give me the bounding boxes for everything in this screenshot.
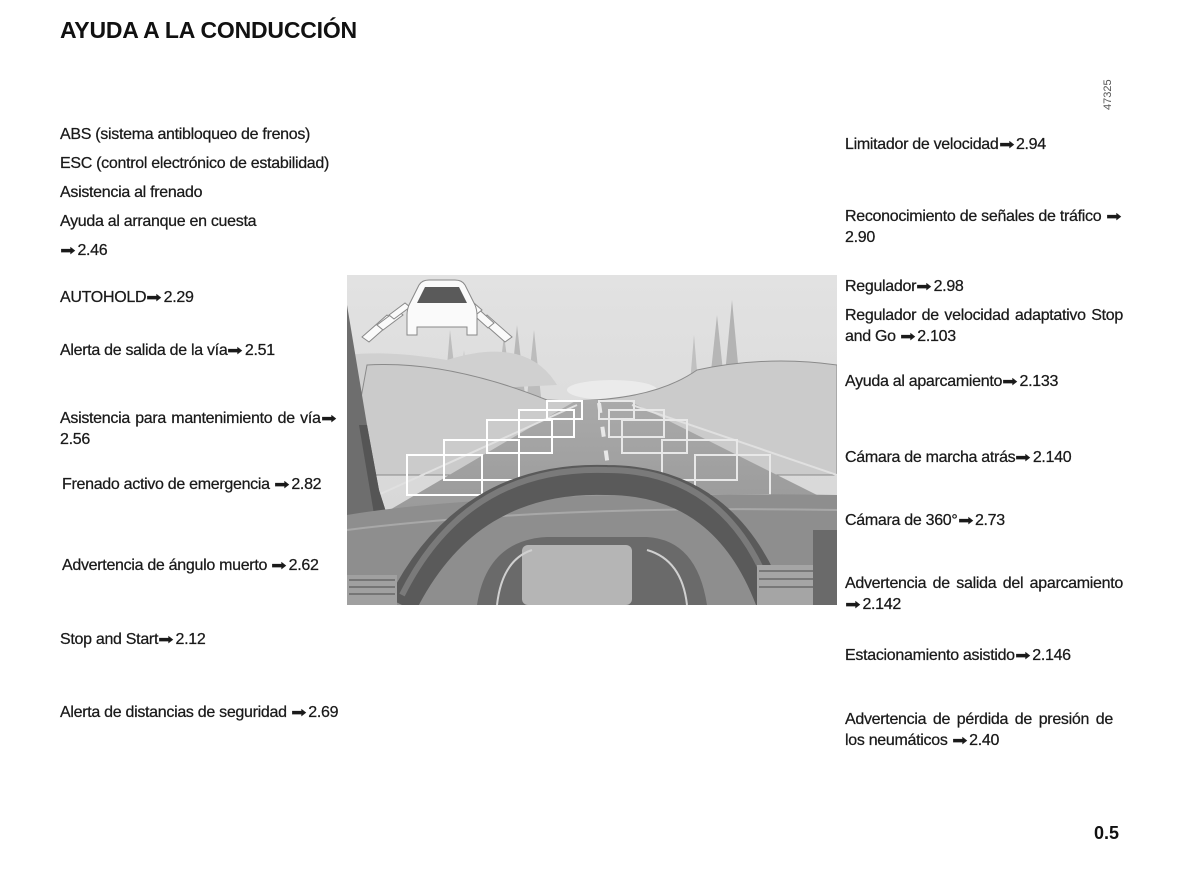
arrow-right-icon: ➡ [1105,208,1121,224]
arrow-right-icon: ➡ [227,342,243,358]
arrow-right-icon: ➡ [1015,647,1030,663]
arrow-right-icon: ➡ [916,278,932,294]
page-ref: 2.12 [175,631,206,648]
page-ref: 2.140 [1032,449,1072,466]
index-entry-parking-exit-warning[interactable]: Advertencia de salida del aparcamiento ➡ 2.142 [845,575,1123,613]
index-entry-autohold[interactable]: AUTOHOLD➡ 2.29 [60,289,194,306]
page-ref: 2.90 [845,229,875,246]
arrow-right-icon: ➡ [1002,373,1018,389]
page-ref: 2.46 [77,242,108,259]
index-entry-cruise-control[interactable]: Regulador➡ 2.98 [845,278,964,295]
page-title: AYUDA A LA CONDUCCIÓN [60,17,357,43]
index-entry-speed-limiter[interactable]: Limitador de velocidad➡ 2.94 [845,136,1046,153]
arrow-right-icon: ➡ [60,242,76,258]
arrow-right-icon: ➡ [951,732,967,748]
page-ref: 2.98 [933,278,964,295]
reference-code: 47325 [1102,79,1114,110]
page-ref: 2.142 [862,596,901,613]
index-entry-lane-departure[interactable]: Alerta de salida de la vía➡ 2.51 [60,342,275,359]
index-entry-blind-spot[interactable]: Advertencia de ángulo muerto ➡ 2.62 [62,557,319,574]
index-entry-assisted-parking[interactable]: Estacionamiento asistido➡ 2.146 [845,647,1071,664]
arrow-right-icon: ➡ [1015,449,1031,465]
arrow-right-icon: ➡ [320,410,336,426]
page-ref: 2.69 [308,704,339,721]
arrow-right-icon: ➡ [274,476,290,492]
page-ref: 2.40 [969,732,1000,749]
driving-assistance-illustration [347,275,837,605]
index-entry-esc[interactable]: ESC (control electrónico de estabilidad) [60,155,330,172]
page-ref: 2.94 [1015,136,1046,153]
page-ref: 2.146 [1032,647,1071,664]
page-ref: 2.133 [1019,373,1059,390]
index-entry-360-camera[interactable]: Cámara de 360°➡ 2.73 [845,512,1005,529]
arrow-right-icon: ➡ [957,512,973,528]
page-ref: 2.62 [288,557,319,574]
index-entry-brake-assist[interactable]: Asistencia al frenado [60,184,203,201]
index-entry-rear-camera[interactable]: Cámara de marcha atrás➡ 2.140 [845,449,1072,466]
index-entry-emergency-braking[interactable]: Frenado activo de emergencia ➡ 2.82 [62,476,322,493]
index-entry-stop-start[interactable]: Stop and Start➡ 2.12 [60,631,206,648]
page-number: 0.5 [1094,823,1120,843]
index-entry-traffic-sign-recognition[interactable]: Reconocimiento de señales de tráfico ➡2.90 [845,208,1121,246]
arrow-right-icon: ➡ [900,328,915,344]
arrow-right-icon: ➡ [845,596,861,612]
arrow-right-icon: ➡ [271,557,287,573]
index-entry-lane-keeping[interactable]: Asistencia para mantenimiento de vía➡2.56 [60,410,336,448]
page-ref: 2.103 [917,328,956,345]
index-ref-group-1[interactable] [60,240,107,261]
arrow-right-icon: ➡ [291,704,307,720]
index-entry-abs[interactable]: ABS (sistema antibloqueo de frenos) [60,126,311,143]
index-entry-parking-aid[interactable]: Ayuda al aparcamiento➡ 2.133 [845,373,1059,390]
page-ref: 2.51 [244,342,275,359]
page-ref: 2.56 [60,431,90,448]
index-entry-safety-distance[interactable]: Alerta de distancias de seguridad ➡ 2.69 [60,704,339,721]
page-ref: 2.29 [163,289,194,306]
page-ref: 2.73 [974,512,1005,529]
index-entry-adaptive-cruise[interactable]: Regulador de velocidad adaptativo Stop and Go ➡ 2.103 [845,307,1123,345]
page-ref: 2.82 [291,476,322,493]
arrow-right-icon: ➡ [998,136,1014,152]
index-entry-tyre-pressure-loss[interactable]: Advertencia de pérdida de presión de los neumáticos ➡ 2.40 [845,711,1113,749]
arrow-right-icon: ➡ [158,631,174,647]
index-entry-hill-start[interactable]: Ayuda al arranque en cuesta [60,213,257,230]
arrow-right-icon: ➡ [146,289,162,305]
